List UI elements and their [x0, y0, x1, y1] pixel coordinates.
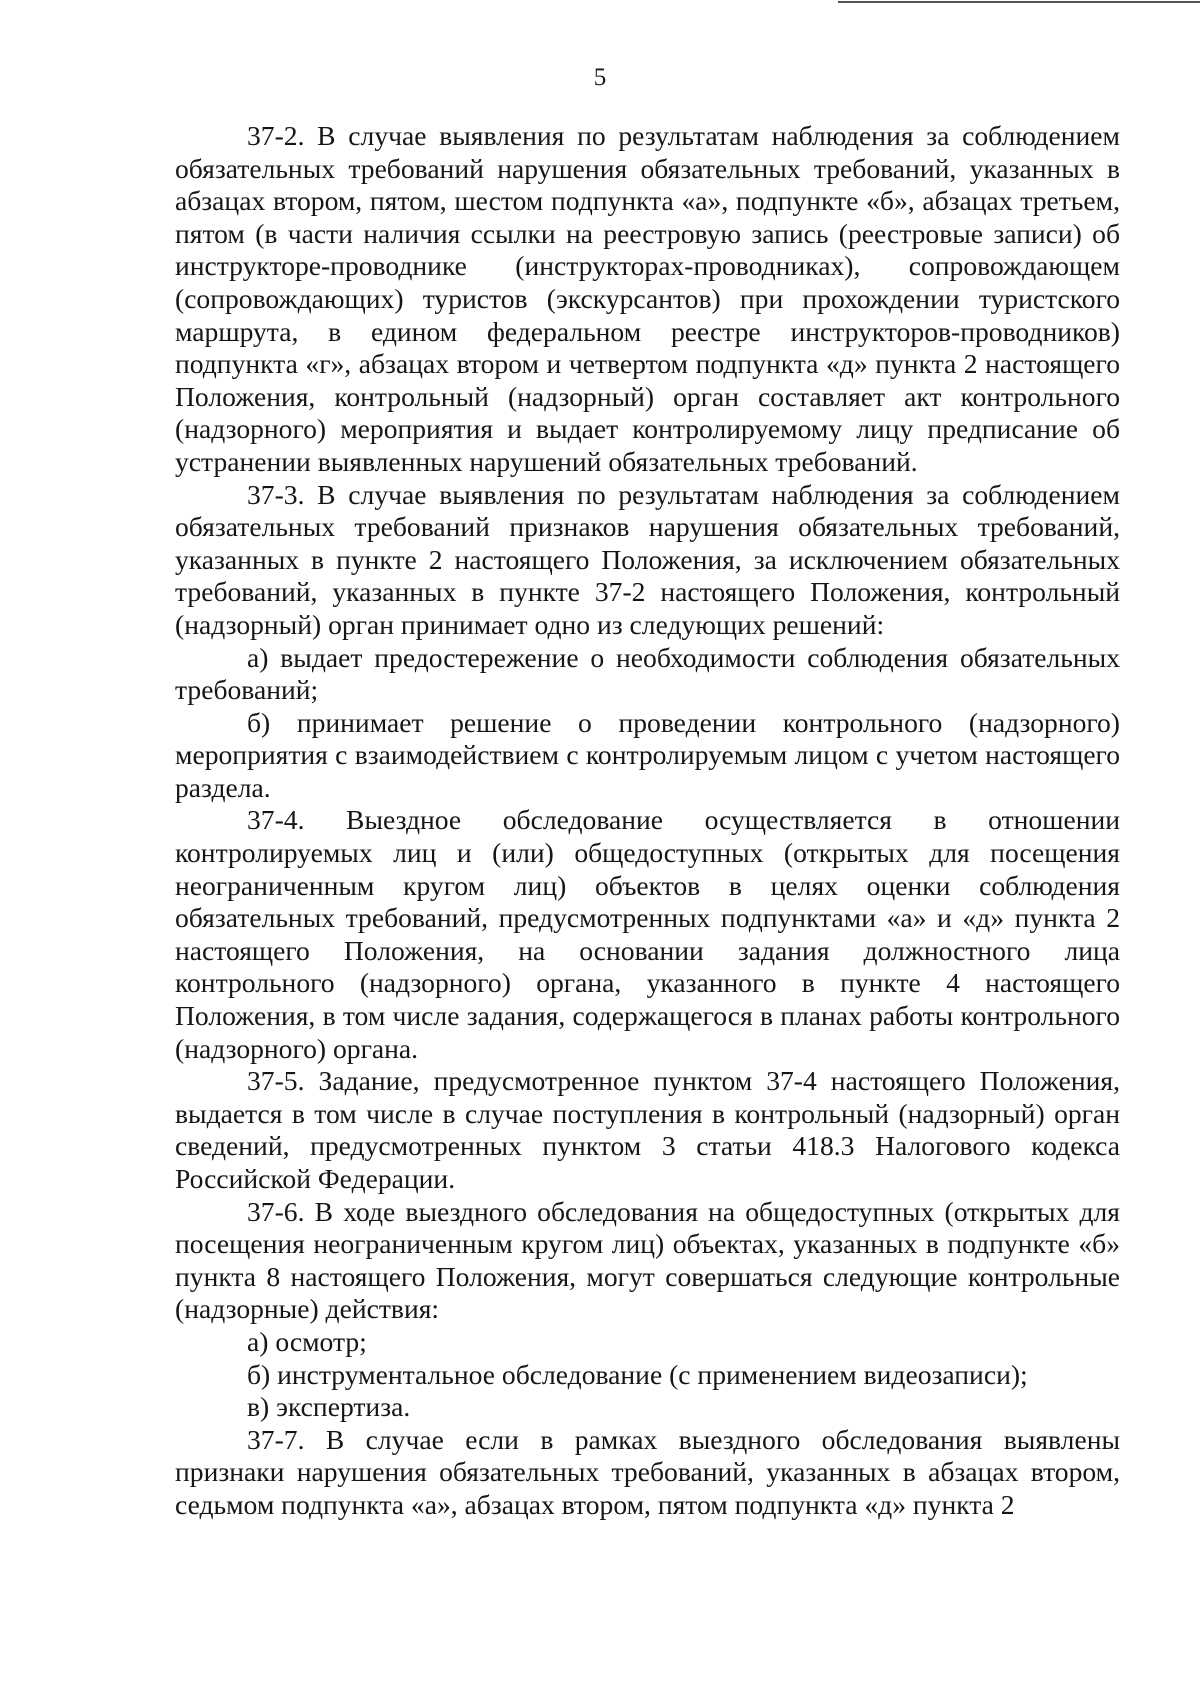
paragraph-37-3: 37-3. В случае выявления по результатам наблюдения за соблюдением обязательных требований признаков нарушения обязательных требований, указанных в пункте 2 настоящего Положения, за исключением обязательных требований, указанных в пункте 37-2 настоящего Положения, контрольный (надзорный) орган принимает одно из следующих решений:: [175, 478, 1120, 640]
document-body: [175, 120, 1120, 1522]
paragraph-37-6: 37-6. В ходе выездного обследования на общедоступных (открытых для посещения неограниченным кругом лиц) объектах, указанных в подпункте «б» пункта 8 настоящего Положения, могут совершаться следующие контрольные (надзорные) действия:: [175, 1195, 1120, 1325]
paragraph-37-7: 37-7. В случае если в рамках выездного обследования выявлены признаки нарушения обязательных требований, указанных в абзацах втором, седьмом подпункта «а», абзацах втором, пятом подпункта «д» пункта 2: [175, 1423, 1120, 1520]
paragraph-37-6-item-a: а) осмотр;: [247, 1325, 367, 1357]
paragraph-37-5: 37-5. Задание, предусмотренное пунктом 37-4 настоящего Положения, выдается в том числе в случае поступления в контрольный (надзорный) орган сведений, предусмотренных пунктом 3 статьи 418.3 Налогового кодекса Российской Федерации.: [175, 1065, 1120, 1194]
page-number: 5: [593, 64, 607, 91]
paragraph-37-6-item-c: в) экспертиза.: [247, 1391, 411, 1423]
paragraph-37-2: 37-2. В случае выявления по результатам наблюдения за соблюдением обязательных требований нарушения обязательных требований, указанных в абзацах втором, пятом, шестом подпункта «а», подпункте «б», абзацах третьем, пятом (в части наличия ссылки на реестровую запись (реестровые записи) об инструкторе-проводнике (инструкторах-проводниках), сопровождающем (сопровождающих) туристов (экскурсантов) при прохождении туристского маршрута, в едином федеральном реестре инструкторов-проводников) подпункта «г», абзацах втором и четвертом подпункта «д» пункта 2 настоящего Положения, контрольный (надзорный) орган составляет акт контрольного (надзорного) мероприятия и выдает контролируемому лицу предписание об устранении выявленных нарушений обязательных требований.: [175, 120, 1120, 477]
paragraph-37-3-item-b: б) принимает решение о проведении контрольного (надзорного) мероприятия с взаимодействием с контролируемым лицом с учетом настоящего раздела.: [175, 706, 1120, 803]
paragraph-37-6-item-b: б) инструментальное обследование (с применением видеозаписи);: [247, 1358, 1028, 1390]
paragraph-37-3-item-a: а) выдает предостережение о необходимости соблюдения обязательных требований;: [175, 641, 1120, 706]
top-scan-line: [838, 1, 1200, 3]
paragraph-37-4: 37-4. Выездное обследование осуществляется в отношении контролируемых лиц и (или) общедоступных (открытых для посещения неограниченным кругом лиц) объектов в целях оценки соблюдения обязательных требований, предусмотренных подпунктами «а» и «д» пункта 2 настоящего Положения, на основании задания должностного лица контрольного (надзорного) органа, указанного в пункте 4 настоящего Положения, в том числе задания, содержащегося в планах работы контрольного (надзорного) органа.: [175, 804, 1120, 1064]
